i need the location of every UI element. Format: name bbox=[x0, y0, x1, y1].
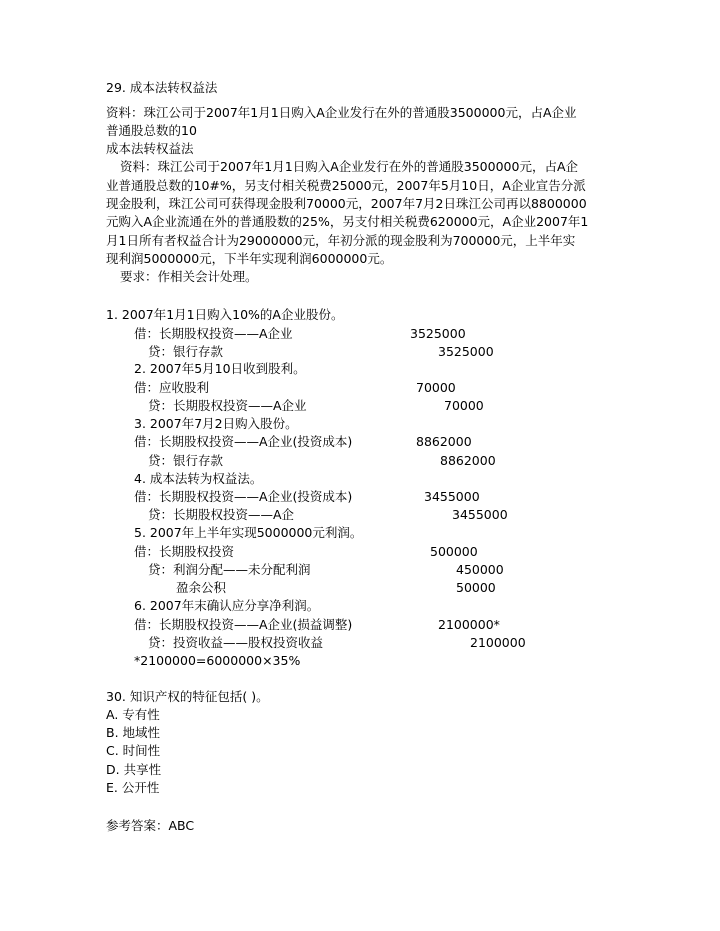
reference-answer: 参考答案：ABC bbox=[106, 818, 195, 833]
question-29-para-line: 月1日所有者权益合计为29000000元，年初分派的现金股利为700000元，上半年实 bbox=[106, 233, 576, 248]
question-29-intro-line-1: 资料：珠江公司于2007年1月1日购入A企业发行在外的普通股3500000元，占A企业 bbox=[106, 105, 577, 120]
entry-credit-line: 贷：长期股权投资——A企业 bbox=[148, 398, 307, 413]
question-29-subtitle: 成本法转权益法 bbox=[106, 141, 194, 156]
entry-debit-amount: 70000 bbox=[416, 380, 456, 395]
entry-credit-amount: 8862000 bbox=[440, 453, 496, 468]
calculation-note: *2100000=6000000×35% bbox=[134, 653, 301, 668]
entry-heading: 3. 2007年7月2日购入股份。 bbox=[134, 416, 298, 431]
entry-credit-amount: 3455000 bbox=[452, 507, 508, 522]
entry-credit-line: 贷：长期股权投资——A企 bbox=[148, 507, 295, 522]
question-29-intro-line-2: 普通股总数的10 bbox=[106, 123, 197, 138]
question-29-para-line: 资料：珠江公司于2007年1月1日购入A企业发行在外的普通股3500000元，占A企 bbox=[120, 159, 578, 174]
entry-credit-line: 贷：银行存款 bbox=[148, 344, 224, 359]
entry-credit-amount: 3525000 bbox=[438, 344, 494, 359]
question-29-para-line: 现利润5000000元，下半年实现利润6000000元。 bbox=[106, 251, 393, 266]
entry-debit-line: 借：长期股权投资 bbox=[134, 544, 235, 559]
entry-heading: 6. 2007年末确认应分享净利润。 bbox=[134, 598, 320, 613]
entry-debit-amount: 500000 bbox=[430, 544, 478, 559]
entry-debit-line: 借：长期股权投资——A企业(投资成本) bbox=[134, 489, 353, 504]
entry-heading: 2. 2007年5月10日收到股利。 bbox=[134, 361, 306, 376]
option-c: C. 时间性 bbox=[106, 743, 161, 758]
entry-heading: 5. 2007年上半年实现5000000元利润。 bbox=[134, 525, 363, 540]
entry-credit-amount: 2100000 bbox=[470, 635, 526, 650]
entry-debit-line: 借：应收股利 bbox=[134, 380, 210, 395]
entry-debit-amount: 3455000 bbox=[424, 489, 480, 504]
question-30-title: 30. 知识产权的特征包括( )。 bbox=[106, 689, 269, 704]
entry-debit-amount: 3525000 bbox=[410, 326, 466, 341]
entry-credit-line: 盈余公积 bbox=[176, 580, 227, 595]
entry-debit-line: 借：长期股权投资——A企业(投资成本) bbox=[134, 434, 353, 449]
entry-debit-amount: 8862000 bbox=[416, 434, 472, 449]
question-29-requirement: 要求：作相关会计处理。 bbox=[120, 269, 258, 284]
entry-credit-amount: 70000 bbox=[444, 398, 484, 413]
option-d: D. 共享性 bbox=[106, 762, 162, 777]
option-b: B. 地域性 bbox=[106, 725, 161, 740]
entry-credit-line: 贷：投资收益——股权投资收益 bbox=[148, 635, 324, 650]
question-29-title: 29. 成本法转权益法 bbox=[106, 80, 218, 95]
entry-credit-line: 贷：银行存款 bbox=[148, 453, 224, 468]
option-a: A. 专有性 bbox=[106, 707, 160, 722]
entry-debit-amount: 2100000* bbox=[438, 617, 500, 632]
question-29-para-line: 业普通股总数的10#%，另支付相关税费25000元，2007年5月10日，A企业宣告分派 bbox=[106, 178, 586, 193]
question-29-para-line: 现金股利，珠江公司可获得现金股利70000元，2007年7月2日珠江公司再以8800000 bbox=[106, 196, 587, 211]
option-e: E. 公开性 bbox=[106, 780, 160, 795]
entry-debit-line: 借：长期股权投资——A企业 bbox=[134, 326, 293, 341]
entry-credit-line: 贷：利润分配——未分配利润 bbox=[148, 562, 311, 577]
entry-heading: 1. 2007年1月1日购入10%的A企业股份。 bbox=[106, 307, 344, 322]
question-29-para-line: 元购入A企业流通在外的普通股数的25%，另支付相关税费620000元，A企业2007年1 bbox=[106, 214, 589, 229]
entry-credit-amount: 50000 bbox=[456, 580, 496, 595]
entry-credit-amount: 450000 bbox=[456, 562, 504, 577]
entry-heading: 4. 成本法转为权益法。 bbox=[134, 471, 263, 486]
entry-debit-line: 借：长期股权投资——A企业(损益调整) bbox=[134, 617, 353, 632]
